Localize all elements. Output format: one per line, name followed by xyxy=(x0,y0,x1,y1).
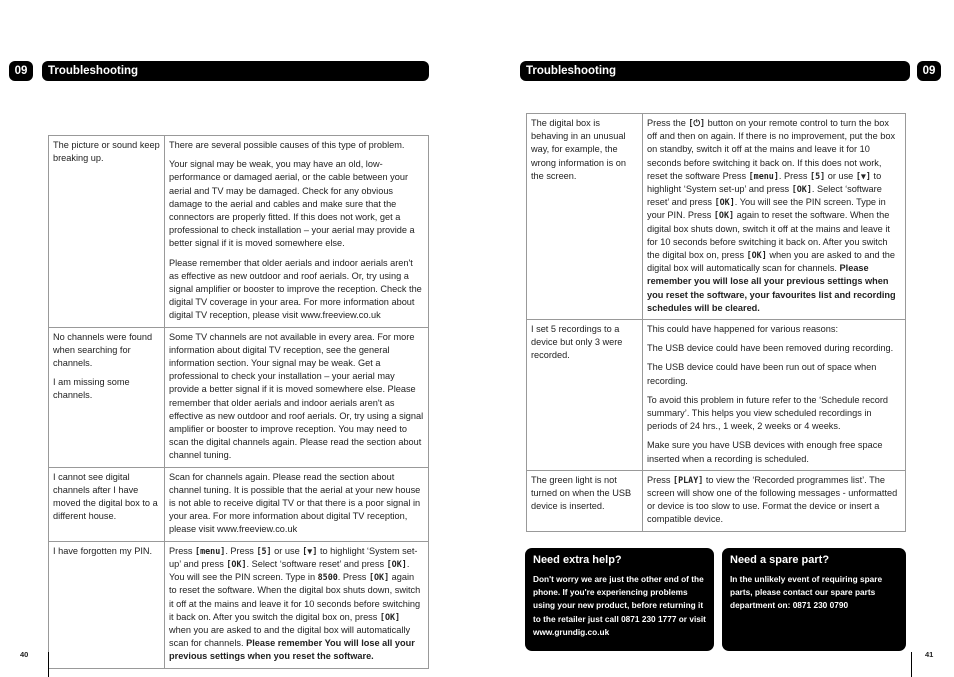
table-row xyxy=(49,467,429,541)
problem-cell: I cannot see digital channels after I have moved the digital box to a different house. xyxy=(49,467,165,541)
troubleshooting-table-right xyxy=(526,113,906,532)
problem-cell: The digital box is behaving in an unusual way, for example, the wrong information is on the screen. xyxy=(527,114,643,320)
solution-cell: Press [menu]. Press [5] or use [▼] to highlight ‘System set-up’ and press [OK]. Select ‘software reset’ and press [OK]. You will see the PIN screen. Type in 8500. Press [OK] again to reset the software. When the digital box shuts down, switch it off at the mains and leave it for 10 seconds before switching it back on. After you switch the digital box on, press [OK] when you are asked to and the digital box will automatically scan for channels. Please remember You will lose all your previous settings when you reset the software. xyxy=(165,541,429,668)
problem-cell: I set 5 recordings to a device but only 3 were recorded. xyxy=(527,320,643,471)
solution-cell: Press [PLAY] to view the ‘Recorded programmes list’. The screen will show one of the following messages - unformatted or device is too slow to use. Format the device or insert a compatible device. xyxy=(643,470,906,531)
problem-cell: The picture or sound keep breaking up. xyxy=(49,136,165,328)
problem-cell: I have forgotten my PIN. xyxy=(49,541,165,668)
chapter-number-badge: 09 xyxy=(917,61,941,81)
solution-cell: Scan for channels again. Please read the section about channel tuning. It is possible that the aerial at your new house is not able to receive digital TV or that there is a poor signal in your area. For more information about digital TV reception, please visit www.freeview.co.uk xyxy=(165,467,429,541)
power-icon: [⏻] xyxy=(688,118,706,128)
table-row xyxy=(49,327,429,467)
table-row xyxy=(527,114,906,320)
solution-cell: There are several possible causes of this type of problem. Your signal may be weak, you may have an old, low-performance or damaged aerial, or the cable between your aerial and TV may be damaged. Check for any obvious damage to the aerial and cables and make sure that the connectors are properly fitted. If this does not work, get a professional to check installation – your aerial may provide a better signal if it is moved somewhere else. Please remember that older aerials and indoor aerials aren't as effective as new outdoor and roof aerials. Or, try using a signal amplifier or booster to improve the reception. Check the digital TV coverage in your area. For more information about digital TV reception, please visit www.freeview.co.uk xyxy=(165,136,429,328)
right-page xyxy=(477,0,954,677)
problem-cell: The green light is not turned on when the USB device is inserted. xyxy=(527,470,643,531)
page-number: 41 xyxy=(925,650,934,659)
divider xyxy=(48,652,49,677)
problem-cell: No channels were found when searching for channels. I am missing some channels. xyxy=(49,327,165,467)
page-number: 40 xyxy=(20,650,29,659)
spare-part-text: In the unlikely event of requiring spare parts, please contact our spare parts department on: 0871 230 0790 xyxy=(730,574,883,611)
extra-help-title: Need extra help? xyxy=(533,554,622,566)
table-row xyxy=(49,541,429,668)
section-header: Troubleshooting xyxy=(520,61,910,81)
extra-help-box xyxy=(525,548,714,651)
solution-cell: This could have happened for various reasons: The USB device could have been removed during recording. The USB device could have been run out of space when recording. To avoid this problem in future refer to the ‘Schedule record summary’. This helps you view scheduled recordings in periods of 24 hrs., 1 week, 2 weeks or 4 weeks. Make sure you have USB devices with enough free space inserted when a recording is scheduled. xyxy=(643,320,906,471)
solution-cell: Some TV channels are not available in every area. For more information about digital TV reception, see the general information section. Your signal may be weak. Get a professional to check your installation – your aerial may provide a better signal if it is moved somewhere else. Please remember that older aerials and indoor aerials aren't as effective as new outdoor and roof aerials. Or, try using a signal amplifier or booster to improve reception. You may need to scan the digital channels again. Please read the section about channel tuning. xyxy=(165,327,429,467)
extra-help-text: Don't worry we are just the other end of the phone. If you're experiencing problems using your new product, before returning it to the retailer just call 0871 230 1777 or visit www.grundig.co.uk xyxy=(533,574,706,637)
table-row xyxy=(527,320,906,471)
divider xyxy=(911,652,912,677)
solution-cell: Press the [⏻] button on your remote control to turn the box off and then on again. If there is no improvement, put the box on standby, switch it off at the mains and leave it for 10 seconds before switching it back on. If this does not work, reset the software Press [menu]. Press [5] or use [▼] to highlight ‘System set-up’ and press [OK]. Select ‘software reset’ and press [OK]. You will see the PIN screen. Type in your PIN. Press [OK] again to reset the software. When the digital box shuts down, switch it off at the mains and leave it for 10 seconds before switching it back on. After you switch the digital box on, press [OK] when you are asked to and the digital box will automatically scan for channels. Please remember you will lose all your previous settings when you reset the software, your favourites list and recording schedules will be cleared. xyxy=(643,114,906,320)
spare-part-box xyxy=(722,548,906,651)
troubleshooting-table-left xyxy=(48,135,429,669)
section-header: Troubleshooting xyxy=(42,61,429,81)
spare-part-title: Need a spare part? xyxy=(730,554,830,566)
chapter-number-badge: 09 xyxy=(9,61,33,81)
table-row xyxy=(49,136,429,328)
table-row xyxy=(527,470,906,531)
